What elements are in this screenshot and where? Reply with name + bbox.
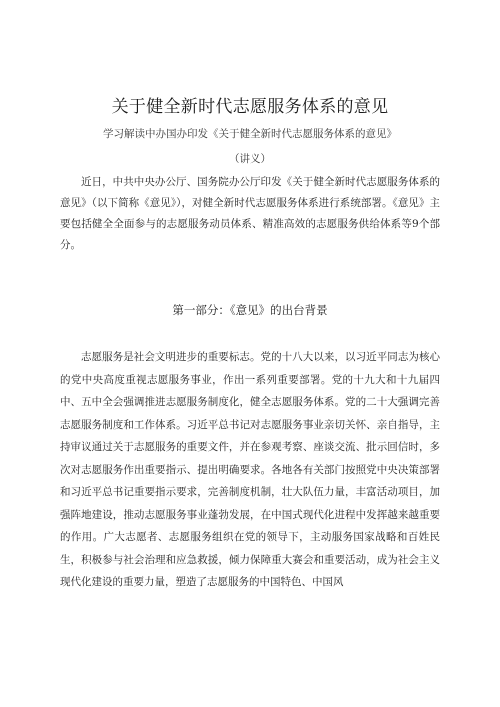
intro-paragraph: 近日，中共中央办公厅、国务院办公厅印发《关于健全新时代志愿服务体系的意见》（以下简称《意见》），对健全新时代志愿服务体系进行系统部署。《意见》主要包括健全全面参与的志愿服务动员体系、精准高效的志愿服务供给体系等9个部分。	[60, 176, 440, 251]
document-subtitle: 学习解读中办国办印发《关于健全新时代志愿服务体系的意见》	[103, 128, 397, 140]
document-title: 关于健全新时代志愿服务体系的意见	[111, 97, 389, 117]
section-body-paragraph: 志愿服务是社会文明进步的重要标志。党的十八大以来，以习近平同志为核心的党中央高度重视志愿服务事业，作出一系列重要部署。党的十九大和十九届四中、五中全会强调推进志愿服务制度化，健全志愿服务体系。党的二十大强调完善志愿服务制度和工作体系。习近平总书记对志愿服务事业亲切关怀、亲自指导，主持审议通过关于志愿服务的重要文件，并在参观考察、座谈交流、批示回信时，多次对志愿服务作出重要指示、提出明确要求。各地各有关部门按照党中央决策部署和习近平总书记重要指示要求，完善制度机制，壮大队伍力量，丰富活动项目，加强阵地建设，推动志愿服务事业蓬勃发展，在中国式现代化进程中发挥越来越重要的作用。广大志愿者、志愿服务组织在党的领导下，主动服务国家战略和百姓民生，积极参与社会治理和应急救援，倾力保障重大赛会和重要活动，成为社会主义现代化建设的重要力量，塑造了志愿服务的中国特色、中国风	[60, 351, 440, 588]
document-note: （讲义）	[229, 153, 271, 165]
section-heading: 第一部分：《意见》的出台背景	[172, 303, 328, 317]
